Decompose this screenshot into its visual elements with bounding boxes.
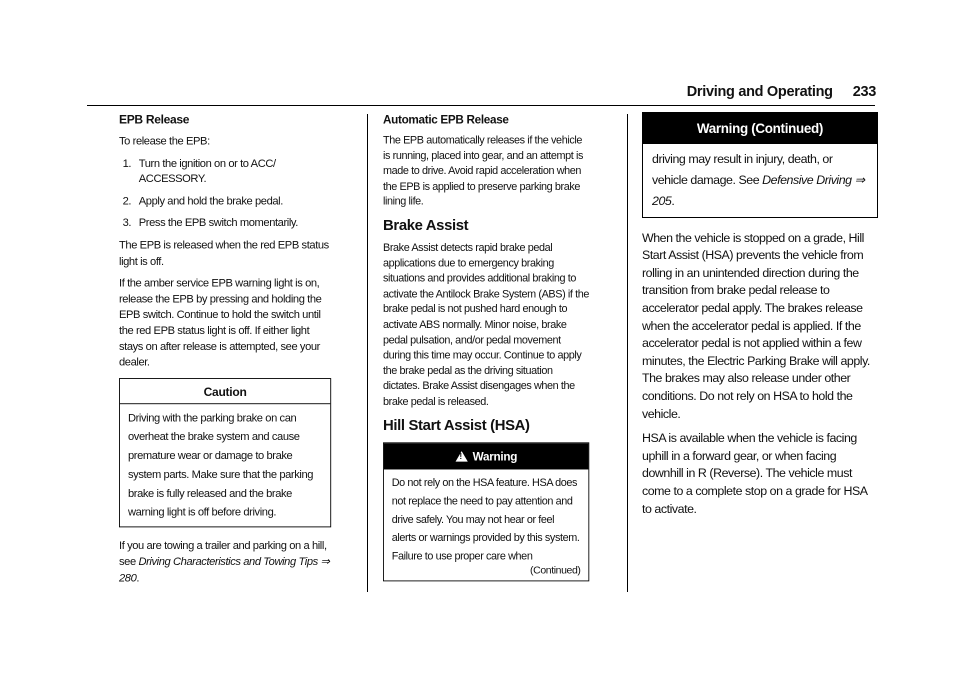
list-item: 1. Turn the ignition on or to ACC/ ACCESSORY. [122,156,276,185]
heading-automatic-epb-release: Automatic EPB Release [383,112,509,126]
towing-paragraph: If you are towing a trailer and parking on a hill, see Driving Characteristics and Towing Tips ⇒ 280. [119,539,330,584]
warning-body: Do not rely on the HSA feature. HSA does not replace the need to pay attention and drive safely. You may not hear or feel alerts or warnings provided by this system. Failure to use proper care when [391,476,580,563]
warning-continued-title: Warning (Continued) [643,113,877,144]
list-item: 3. Press the EPB switch momentarily. [122,216,298,230]
warning-continued-body: driving may result in injury, death, or vehicle damage. See Defensive Driving ⇒ 205. [652,151,865,208]
caution-body: Driving with the parking brake on can overheat the brake system and cause premature wear or damage to brake system parts. Make sure that the parking brake is fully released and the brake warning light is off before driving. [127,411,314,519]
defensive-driving-link[interactable]: Defensive Driving [762,172,852,187]
paragraph: If the amber service EPB warning light is on, release the EPB by pressing and holding the EPB switch. Continue to hold the switch until the red EPB status light is off. If either light stays on after release is attempted, see your dealer. [119,276,322,369]
warning-continued-box [642,112,878,218]
running-header [687,84,876,100]
section-title: Driving and Operating [686,84,833,100]
page-ref-link[interactable]: ⇒ 280 [119,555,330,584]
column-divider-1 [367,114,368,592]
heading-epb-release: EPB Release [119,112,190,127]
caution-box [119,378,331,528]
page-ref-link[interactable]: ⇒ 205 [652,172,865,208]
warning-title: Warning [472,449,518,463]
column-2 [383,112,589,592]
epb-release-intro: To release the EPB: [119,134,210,148]
paragraph: HSA is available when the vehicle is facing uphill in a forward gear, or when facing downhill in R (Reverse). The vehicle must come to a complete stop on a grade for HSA to activate. [642,431,867,516]
warning-box [383,442,589,581]
paragraph: Brake Assist detects rapid brake pedal applications due to emergency braking situations and provides additional braking to activate the Antilock Brake System (ABS) if the brake pedal is not pushed hard enough to activate ABS normally. Minor noise, brake pedal pulsation, and/or pedal movement during this time may occur. Continue to apply the brake pedal as the driving situation dictates. Brake Assist disengages when the brake pedal is released. [383,241,590,408]
caution-title: Caution [203,385,247,399]
paragraph: The EPB is released when the red EPB status light is off. [119,238,329,268]
towing-tips-link[interactable]: Driving Characteristics and Towing Tips [138,555,318,568]
paragraph: When the vehicle is stopped on a grade, Hill Start Assist (HSA) prevents the vehicle from rolling in an unintended direction during the transition from brake pedal release to accelerator pedal apply. The brakes release when the accelerator pedal is applied. If the accelerator pedal is not applied within a few minutes, the Electric Parking Brake will apply. The brakes may also release under other conditions. Do not rely on HSA to hold the vehicle. [642,230,870,421]
warning-triangle-icon [455,451,467,461]
column-3 [642,112,878,525]
column-divider-2 [627,114,628,592]
continued-label: (Continued) [530,563,581,577]
list-item: 2. Apply and hold the brake pedal. [122,194,283,208]
heading-brake-assist: Brake Assist [383,216,469,234]
page-number: 233 [852,84,876,100]
column-1 [119,112,331,592]
header-rule [87,105,875,106]
paragraph: The EPB automatically releases if the vehicle is running, placed into gear, and an attempt is made to drive. Avoid rapid acceleration when the EPB is applied to preserve parking brake lining life. [383,133,584,208]
heading-hill-start-assist: Hill Start Assist (HSA) [383,416,530,434]
epb-release-steps [119,156,331,232]
